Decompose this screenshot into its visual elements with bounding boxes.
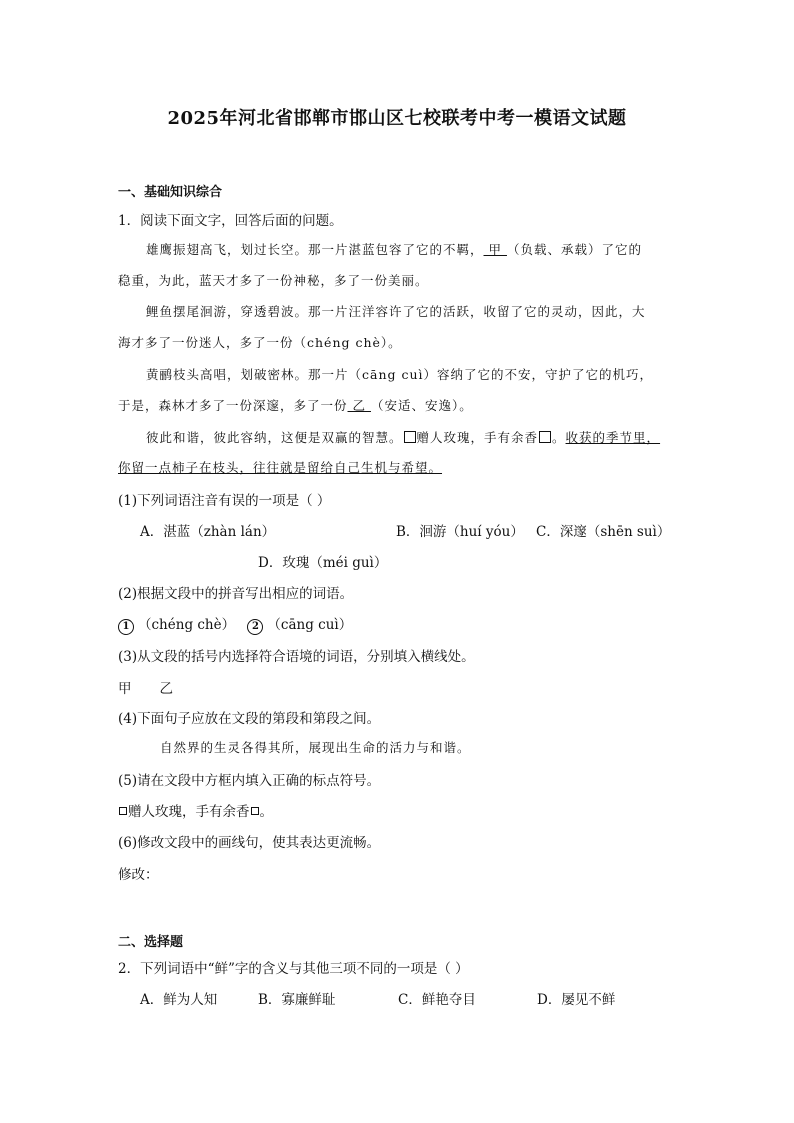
circled-number-two: 2 <box>247 619 263 635</box>
passage-line: 海才多了一份迷人，多了一份（chéng chè）。 <box>118 335 402 350</box>
option-a: A．湛蓝（zhàn lán） <box>140 524 276 540</box>
punctuation-sentence <box>118 800 273 820</box>
underlined-sentence: 收获的季节里， <box>565 430 661 445</box>
question-2-stem: 2．下列词语中“鲜”字的含义与其他三项不同的一项是（ ） <box>118 961 469 977</box>
punctuation-box <box>251 807 259 815</box>
subquestion-2-items <box>118 613 352 635</box>
subquestion-5: (5)请在文段中方框内填入正确的标点符号。 <box>118 773 381 789</box>
option-b: B．寡廉鲜耻 <box>258 992 336 1008</box>
sentence-text: 赠人玫瑰，手有余香 <box>128 804 250 820</box>
passage-line <box>118 458 442 476</box>
section-heading-1: 一、基础知识综合 <box>118 185 223 200</box>
pinyin-item: （cāng cuì） <box>267 617 353 633</box>
label-yi: 乙 <box>159 681 173 697</box>
passage-text: 彼此和谐，彼此容纳，这便是双赢的智慧。 <box>146 430 403 445</box>
question-1-stem: 1．阅读下面文字，回答后面的问题。 <box>118 213 343 229</box>
sentence-end: 。 <box>259 804 273 820</box>
passage-line <box>146 240 642 258</box>
option-c: C．深邃（shēn suì） <box>536 524 671 540</box>
subquestion-1: (1)下列词语注音有误的一项是（ ） <box>118 493 331 509</box>
passage-line: 稳重，为此，蓝天才多了一份神秘，多了一份美丽。 <box>118 273 429 288</box>
pinyin-item: （chéng chè） <box>138 617 236 633</box>
subquestion-3: (3)从文段的括号内选择符合语境的词语，分别填入横线处。 <box>118 649 475 665</box>
blank-jia: 甲 <box>483 242 507 257</box>
underlined-sentence: 你留一点柿子在枝头，往往就是留给自己生机与希望。 <box>118 460 443 475</box>
punctuation-box <box>539 431 551 443</box>
label-jia: 甲 <box>118 681 132 697</box>
passage-line: 黄鹂枝头高唱，划破密林。那一片（cāng cuì）容纳了它的不安，守护了它的机巧， <box>146 367 654 382</box>
subquestion-4: (4)下面句子应放在文段的第段和第段之间。 <box>118 711 381 727</box>
passage-text: （负载、承载）了它的 <box>506 242 642 257</box>
option-d: D．屡见不鲜 <box>537 992 616 1008</box>
revision-label: 修改： <box>118 867 159 883</box>
passage-line <box>118 396 473 414</box>
passage-line: 鲤鱼摆尾洄游，穿透碧波。那一片汪洋容许了它的活跃，收留了它的灵动，因此，大 <box>146 304 646 319</box>
answer-labels <box>118 677 173 697</box>
section-heading-2: 二、选择题 <box>118 935 184 950</box>
page-title: 2025年河北省邯郸市邯山区七校联考中考一模语文试题 <box>167 108 627 129</box>
passage-text: 雄鹰振翅高飞，划过长空。那一片湛蓝包容了它的不羁， <box>146 242 484 257</box>
option-a: A．鲜为人知 <box>140 992 218 1008</box>
passage-text: 于是，森林才多了一份深邃，多了一份 <box>118 398 348 413</box>
passage-text: （安适、安逸）。 <box>370 398 473 413</box>
option-c: C．鲜艳夺目 <box>398 992 476 1008</box>
subquestion-6: (6)修改文段中的画线句，使其表达更流畅。 <box>118 835 381 851</box>
passage-line <box>146 428 660 446</box>
option-d: D．玫瑰（méi guì） <box>258 555 388 571</box>
blank-yi: 乙 <box>347 398 371 413</box>
passage-text: 。 <box>552 430 566 445</box>
punctuation-box <box>404 431 416 443</box>
passage-text: 赠人玫瑰，手有余香 <box>416 430 539 445</box>
subquestion-2: (2)根据文段中的拼音写出相应的词语。 <box>118 586 354 602</box>
punctuation-box <box>119 807 127 815</box>
circled-number-one: 1 <box>118 619 134 635</box>
inserted-sentence: 自然界的生灵各得其所，展现出生命的活力与和谐。 <box>160 740 471 755</box>
option-b: B．洄游（huí yóu） <box>396 524 524 540</box>
